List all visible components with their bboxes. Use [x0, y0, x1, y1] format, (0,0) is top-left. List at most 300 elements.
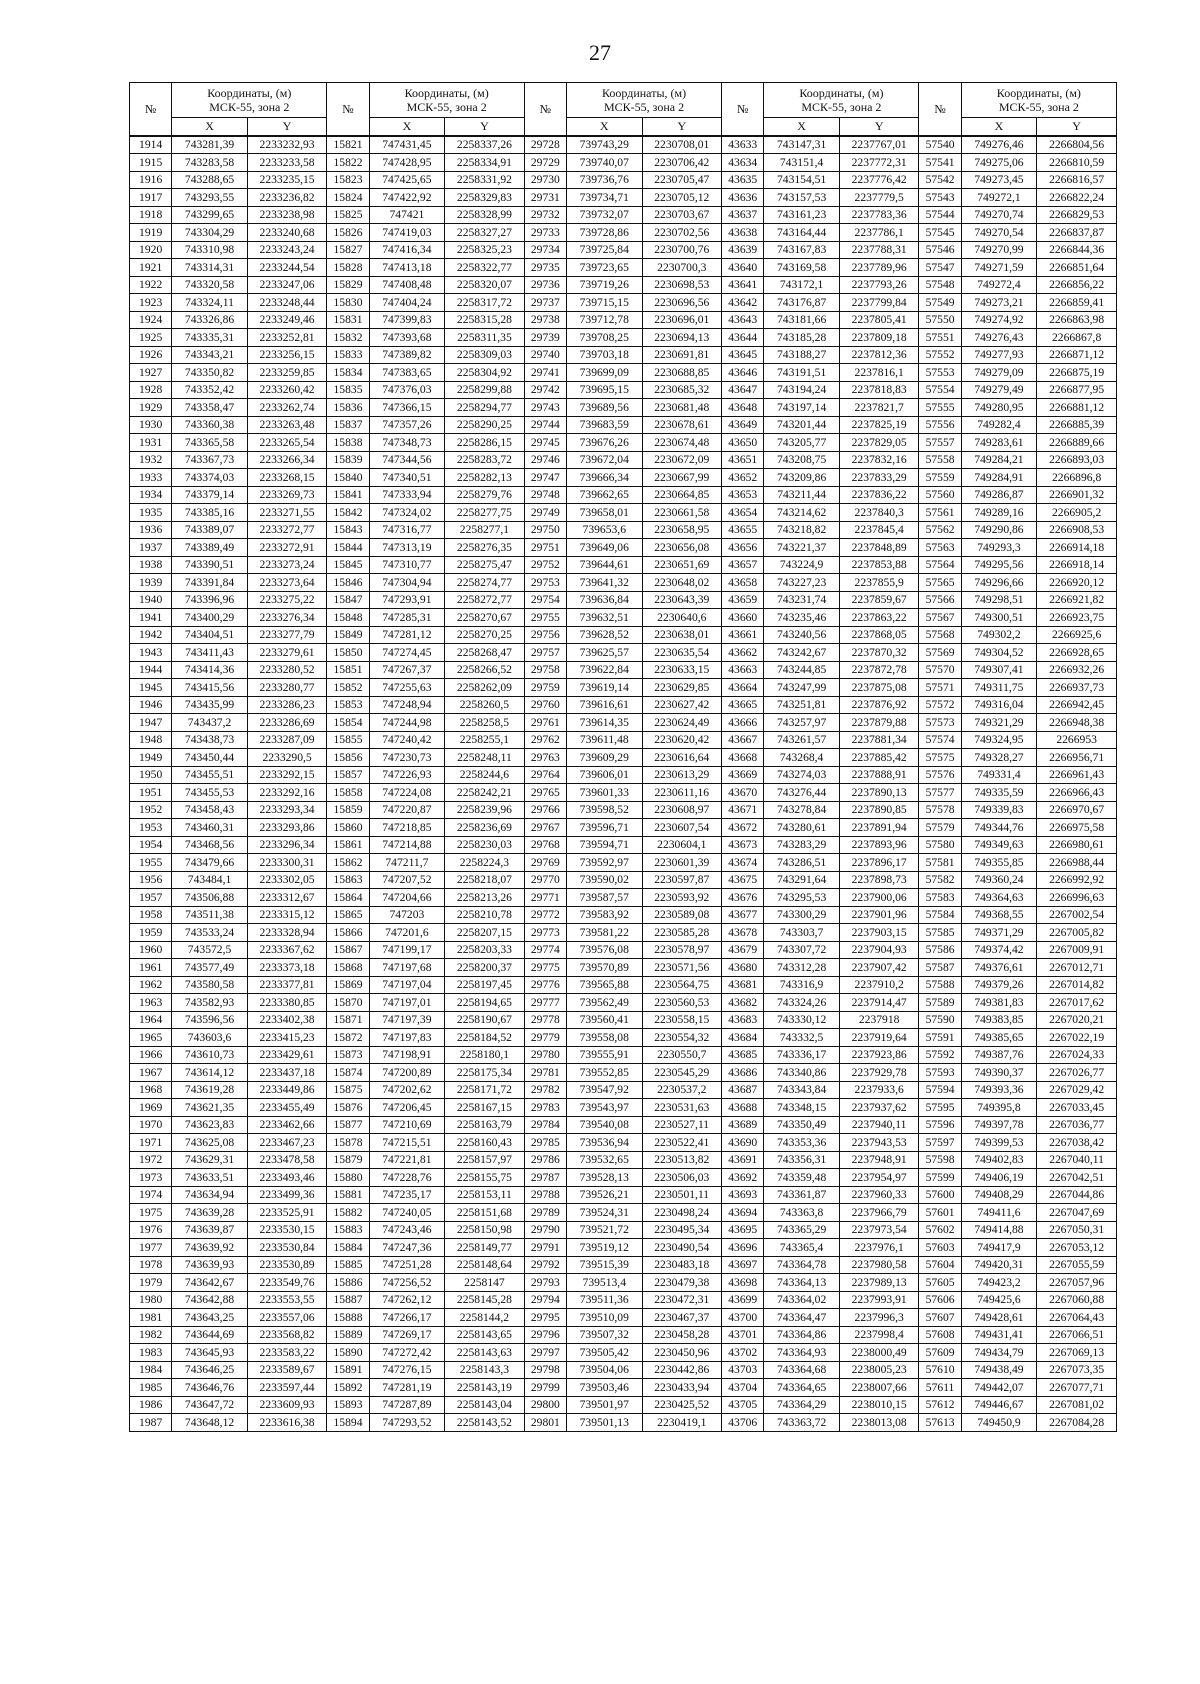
table-row: [130, 661, 1117, 679]
point-number: 29734: [524, 241, 566, 259]
y-value: 2237881,34: [839, 731, 919, 749]
y-value: 2230702,56: [642, 224, 722, 242]
point-number: 15891: [327, 1361, 369, 1379]
y-value: 2267060,88: [1037, 1291, 1117, 1309]
y-value: 2267020,21: [1037, 1011, 1117, 1029]
y-value: 2237896,17: [839, 854, 919, 872]
y-value: 2266877,95: [1037, 381, 1117, 399]
y-value: 2233272,91: [247, 539, 327, 557]
point-number: 1949: [130, 749, 172, 767]
y-value: 2230613,29: [642, 766, 722, 784]
y-value: 2258266,52: [445, 661, 525, 679]
point-number: 15875: [327, 1081, 369, 1099]
point-number: 43686: [722, 1064, 764, 1082]
x-value: 743291,64: [764, 871, 840, 889]
table-row: [130, 416, 1117, 434]
x-value: 739536,94: [567, 1134, 643, 1152]
x-value: 749402,83: [961, 1151, 1037, 1169]
point-number: 57597: [919, 1134, 961, 1152]
point-number: 43687: [722, 1081, 764, 1099]
y-value: 2237870,32: [839, 644, 919, 662]
col-header-y: Y: [445, 118, 525, 136]
point-number: 1915: [130, 154, 172, 172]
y-value: 2266923,75: [1037, 609, 1117, 627]
y-value: 2237929,78: [839, 1064, 919, 1082]
x-value: 743385,16: [172, 504, 248, 522]
y-value: 2237832,16: [839, 451, 919, 469]
point-number: 15867: [327, 941, 369, 959]
point-number: 29786: [524, 1151, 566, 1169]
point-number: 57550: [919, 311, 961, 329]
y-value: 2230624,49: [642, 714, 722, 732]
point-number: 1947: [130, 714, 172, 732]
point-number: 15822: [327, 154, 369, 172]
y-value: 2237910,2: [839, 976, 919, 994]
y-value: 2258325,23: [445, 241, 525, 259]
y-value: 2233462,66: [247, 1116, 327, 1134]
point-number: 1982: [130, 1326, 172, 1344]
y-value: 2258210,78: [445, 906, 525, 924]
y-value: 2258150,98: [445, 1221, 525, 1239]
y-value: 2230425,52: [642, 1396, 722, 1414]
x-value: 749284,91: [961, 469, 1037, 487]
table-row: [130, 1221, 1117, 1239]
point-number: 43636: [722, 189, 764, 207]
x-value: 739526,21: [567, 1186, 643, 1204]
y-value: 2267036,77: [1037, 1116, 1117, 1134]
point-number: 43652: [722, 469, 764, 487]
point-number: 1917: [130, 189, 172, 207]
point-number: 57611: [919, 1379, 961, 1397]
y-value: 2258153,11: [445, 1186, 525, 1204]
col-header-coordinates: [961, 83, 1116, 118]
x-value: 743614,12: [172, 1064, 248, 1082]
table-row: [130, 1186, 1117, 1204]
x-value: 739532,65: [567, 1151, 643, 1169]
x-value: 747348,73: [369, 434, 445, 452]
x-value: 739689,56: [567, 399, 643, 417]
x-value: 743188,27: [764, 346, 840, 364]
y-value: 2258277,75: [445, 504, 525, 522]
x-value: 743404,51: [172, 626, 248, 644]
point-number: 57605: [919, 1274, 961, 1292]
y-value: 2230616,64: [642, 749, 722, 767]
x-value: 743458,43: [172, 801, 248, 819]
table-row: [130, 731, 1117, 749]
y-value: 2233429,61: [247, 1046, 327, 1064]
y-value: 2237812,36: [839, 346, 919, 364]
y-value: 2237840,3: [839, 504, 919, 522]
y-value: 2258197,45: [445, 976, 525, 994]
point-number: 57543: [919, 189, 961, 207]
x-value: 747285,31: [369, 609, 445, 627]
y-value: 2267014,82: [1037, 976, 1117, 994]
y-value: 2258143,65: [445, 1326, 525, 1344]
x-value: 749344,76: [961, 819, 1037, 837]
x-value: 747393,68: [369, 329, 445, 347]
point-number: 57608: [919, 1326, 961, 1344]
y-value: 2258218,07: [445, 871, 525, 889]
point-number: 29752: [524, 556, 566, 574]
point-number: 29750: [524, 521, 566, 539]
point-number: 29740: [524, 346, 566, 364]
x-value: 749385,65: [961, 1029, 1037, 1047]
y-value: 2230483,18: [642, 1256, 722, 1274]
x-value: 739598,52: [567, 801, 643, 819]
point-number: 29790: [524, 1221, 566, 1239]
x-value: 747425,65: [369, 171, 445, 189]
point-number: 57548: [919, 276, 961, 294]
y-value: 2258143,52: [445, 1414, 525, 1432]
col-header-number: №: [327, 83, 369, 136]
point-number: 43680: [722, 959, 764, 977]
point-number: 15852: [327, 679, 369, 697]
y-value: 2233273,64: [247, 574, 327, 592]
x-value: 747220,87: [369, 801, 445, 819]
x-value: 743242,67: [764, 644, 840, 662]
point-number: 29795: [524, 1309, 566, 1327]
point-number: 43675: [722, 871, 764, 889]
y-value: 2258268,47: [445, 644, 525, 662]
x-value: 747198,91: [369, 1046, 445, 1064]
coordinates-system: МСК-55, зона 2: [603, 100, 685, 114]
point-number: 57544: [919, 206, 961, 224]
point-number: 29741: [524, 364, 566, 382]
point-number: 57598: [919, 1151, 961, 1169]
x-value: 739515,39: [567, 1256, 643, 1274]
x-value: 739614,35: [567, 714, 643, 732]
y-value: 2266829,53: [1037, 206, 1117, 224]
point-number: 15864: [327, 889, 369, 907]
x-value: 743414,36: [172, 661, 248, 679]
y-value: 2267009,91: [1037, 941, 1117, 959]
x-value: 749272,1: [961, 189, 1037, 207]
point-number: 15849: [327, 626, 369, 644]
x-value: 749383,85: [961, 1011, 1037, 1029]
x-value: 739560,41: [567, 1011, 643, 1029]
point-number: 57583: [919, 889, 961, 907]
y-value: 2237786,1: [839, 224, 919, 242]
x-value: 739594,71: [567, 836, 643, 854]
point-number: 15868: [327, 959, 369, 977]
x-value: 743221,37: [764, 539, 840, 557]
y-value: 2258282,13: [445, 469, 525, 487]
table-row: [130, 241, 1117, 259]
x-value: 743645,93: [172, 1344, 248, 1362]
y-value: 2237890,13: [839, 784, 919, 802]
x-value: 749304,52: [961, 644, 1037, 662]
y-value: 2267053,12: [1037, 1239, 1117, 1257]
x-value: 743218,82: [764, 521, 840, 539]
y-value: 2258147: [445, 1274, 525, 1292]
y-value: 2267024,33: [1037, 1046, 1117, 1064]
x-value: 747383,65: [369, 364, 445, 382]
x-value: 749279,49: [961, 381, 1037, 399]
y-value: 2230545,29: [642, 1064, 722, 1082]
point-number: 29797: [524, 1344, 566, 1362]
y-value: 2230604,1: [642, 836, 722, 854]
x-value: 739521,72: [567, 1221, 643, 1239]
x-value: 739558,08: [567, 1029, 643, 1047]
y-value: 2266925,6: [1037, 626, 1117, 644]
point-number: 57556: [919, 416, 961, 434]
point-number: 57577: [919, 784, 961, 802]
y-value: 2233238,98: [247, 206, 327, 224]
point-number: 1977: [130, 1239, 172, 1257]
y-value: 2237976,1: [839, 1239, 919, 1257]
x-value: 739736,76: [567, 171, 643, 189]
x-value: 747274,45: [369, 644, 445, 662]
coordinates-title: Координаты, (м): [799, 86, 884, 100]
x-value: 739540,08: [567, 1116, 643, 1134]
point-number: 43645: [722, 346, 764, 364]
table-row: [130, 294, 1117, 312]
table-row: [130, 889, 1117, 907]
point-number: 1958: [130, 906, 172, 924]
point-number: 57590: [919, 1011, 961, 1029]
point-number: 29751: [524, 539, 566, 557]
y-value: 2237789,96: [839, 259, 919, 277]
x-value: 743644,69: [172, 1326, 248, 1344]
y-value: 2230501,11: [642, 1186, 722, 1204]
x-value: 749321,29: [961, 714, 1037, 732]
point-number: 15888: [327, 1309, 369, 1327]
point-number: 43643: [722, 311, 764, 329]
x-value: 739619,14: [567, 679, 643, 697]
x-value: 739719,26: [567, 276, 643, 294]
y-value: 2233277,79: [247, 626, 327, 644]
point-number: 57554: [919, 381, 961, 399]
x-value: 747316,77: [369, 521, 445, 539]
x-value: 747287,89: [369, 1396, 445, 1414]
x-value: 747313,19: [369, 539, 445, 557]
x-value: 747333,94: [369, 486, 445, 504]
x-value: 743619,28: [172, 1081, 248, 1099]
y-value: 2237914,47: [839, 994, 919, 1012]
x-value: 747221,81: [369, 1151, 445, 1169]
y-value: 2266896,8: [1037, 469, 1117, 487]
point-number: 15834: [327, 364, 369, 382]
y-value: 2266988,44: [1037, 854, 1117, 872]
point-number: 43657: [722, 556, 764, 574]
x-value: 743157,53: [764, 189, 840, 207]
point-number: 15880: [327, 1169, 369, 1187]
y-value: 2258279,76: [445, 486, 525, 504]
point-number: 1929: [130, 399, 172, 417]
x-value: 749270,54: [961, 224, 1037, 242]
y-value: 2267077,71: [1037, 1379, 1117, 1397]
table-row: [130, 311, 1117, 329]
point-number: 29755: [524, 609, 566, 627]
x-value: 743348,15: [764, 1099, 840, 1117]
y-value: 2258163,79: [445, 1116, 525, 1134]
point-number: 15874: [327, 1064, 369, 1082]
table-row: [130, 976, 1117, 994]
x-value: 743646,76: [172, 1379, 248, 1397]
x-value: 739570,89: [567, 959, 643, 977]
point-number: 15850: [327, 644, 369, 662]
point-number: 57541: [919, 154, 961, 172]
table-header: [130, 83, 1117, 136]
point-number: 29760: [524, 696, 566, 714]
point-number: 29800: [524, 1396, 566, 1414]
point-number: 57546: [919, 241, 961, 259]
x-value: 743257,97: [764, 714, 840, 732]
point-number: 43705: [722, 1396, 764, 1414]
x-value: 749295,56: [961, 556, 1037, 574]
point-number: 57560: [919, 486, 961, 504]
y-value: 2258276,35: [445, 539, 525, 557]
x-value: 747247,36: [369, 1239, 445, 1257]
y-value: 2266961,43: [1037, 766, 1117, 784]
x-value: 743360,38: [172, 416, 248, 434]
x-value: 739504,06: [567, 1361, 643, 1379]
table-row: [130, 329, 1117, 347]
y-value: 2233296,34: [247, 836, 327, 854]
y-value: 2266937,73: [1037, 679, 1117, 697]
x-value: 749293,3: [961, 539, 1037, 557]
point-number: 1984: [130, 1361, 172, 1379]
point-number: 43702: [722, 1344, 764, 1362]
y-value: 2267066,51: [1037, 1326, 1117, 1344]
y-value: 2267017,62: [1037, 994, 1117, 1012]
y-value: 2230442,86: [642, 1361, 722, 1379]
x-value: 739683,59: [567, 416, 643, 434]
point-number: 57612: [919, 1396, 961, 1414]
x-value: 739676,26: [567, 434, 643, 452]
y-value: 2258272,77: [445, 591, 525, 609]
y-value: 2230585,28: [642, 924, 722, 942]
y-value: 2258171,72: [445, 1081, 525, 1099]
y-value: 2267047,69: [1037, 1204, 1117, 1222]
table-row: [130, 451, 1117, 469]
y-value: 2258290,25: [445, 416, 525, 434]
point-number: 57595: [919, 1099, 961, 1117]
y-value: 2233553,55: [247, 1291, 327, 1309]
x-value: 743324,26: [764, 994, 840, 1012]
point-number: 29774: [524, 941, 566, 959]
x-value: 749279,09: [961, 364, 1037, 382]
point-number: 43694: [722, 1204, 764, 1222]
x-value: 743320,58: [172, 276, 248, 294]
x-value: 749423,2: [961, 1274, 1037, 1292]
y-value: 2238000,49: [839, 1344, 919, 1362]
y-value: 2233302,05: [247, 871, 327, 889]
x-value: 747431,45: [369, 136, 445, 154]
y-value: 2233589,67: [247, 1361, 327, 1379]
y-value: 2237888,91: [839, 766, 919, 784]
y-value: 2267069,13: [1037, 1344, 1117, 1362]
point-number: 57561: [919, 504, 961, 522]
x-value: 739511,36: [567, 1291, 643, 1309]
y-value: 2233478,58: [247, 1151, 327, 1169]
point-number: 1975: [130, 1204, 172, 1222]
x-value: 739662,65: [567, 486, 643, 504]
y-value: 2258151,68: [445, 1204, 525, 1222]
point-number: 43701: [722, 1326, 764, 1344]
point-number: 29770: [524, 871, 566, 889]
point-number: 29776: [524, 976, 566, 994]
x-value: 743211,44: [764, 486, 840, 504]
x-value: 739510,09: [567, 1309, 643, 1327]
table-row: [130, 1396, 1117, 1414]
x-value: 749434,79: [961, 1344, 1037, 1362]
point-number: 15863: [327, 871, 369, 889]
table-row: [130, 434, 1117, 452]
point-number: 43700: [722, 1309, 764, 1327]
y-value: 2266889,66: [1037, 434, 1117, 452]
x-value: 749273,21: [961, 294, 1037, 312]
point-number: 1956: [130, 871, 172, 889]
x-value: 743572,5: [172, 941, 248, 959]
y-value: 2230700,76: [642, 241, 722, 259]
table-row: [130, 1064, 1117, 1082]
y-value: 2230700,3: [642, 259, 722, 277]
col-header-coordinates: [172, 83, 327, 118]
x-value: 747416,34: [369, 241, 445, 259]
y-value: 2233373,18: [247, 959, 327, 977]
y-value: 2230685,32: [642, 381, 722, 399]
x-value: 747228,76: [369, 1169, 445, 1187]
y-value: 2237900,06: [839, 889, 919, 907]
x-value: 747340,51: [369, 469, 445, 487]
point-number: 15882: [327, 1204, 369, 1222]
table-row: [130, 171, 1117, 189]
y-value: 2230661,58: [642, 504, 722, 522]
x-value: 743455,51: [172, 766, 248, 784]
x-value: 743304,29: [172, 224, 248, 242]
x-value: 743364,29: [764, 1396, 840, 1414]
point-number: 57606: [919, 1291, 961, 1309]
x-value: 747240,05: [369, 1204, 445, 1222]
point-number: 43641: [722, 276, 764, 294]
x-value: 749425,6: [961, 1291, 1037, 1309]
x-value: 739644,61: [567, 556, 643, 574]
x-value: 739583,92: [567, 906, 643, 924]
x-value: 743324,11: [172, 294, 248, 312]
point-number: 43683: [722, 1011, 764, 1029]
y-value: 2258236,69: [445, 819, 525, 837]
point-number: 15862: [327, 854, 369, 872]
y-value: 2258207,15: [445, 924, 525, 942]
y-value: 2237863,22: [839, 609, 919, 627]
point-number: 1923: [130, 294, 172, 312]
y-value: 2258148,64: [445, 1256, 525, 1274]
y-value: 2258322,77: [445, 259, 525, 277]
x-value: 739699,09: [567, 364, 643, 382]
x-value: 743330,12: [764, 1011, 840, 1029]
x-value: 749289,16: [961, 504, 1037, 522]
y-value: 2258144,2: [445, 1309, 525, 1327]
y-value: 2266867,8: [1037, 329, 1117, 347]
x-value: 739740,07: [567, 154, 643, 172]
table-row: [130, 644, 1117, 662]
point-number: 1965: [130, 1029, 172, 1047]
y-value: 2266956,71: [1037, 749, 1117, 767]
x-value: 743639,87: [172, 1221, 248, 1239]
x-value: 743374,03: [172, 469, 248, 487]
table-row: [130, 259, 1117, 277]
y-value: 2233236,82: [247, 189, 327, 207]
y-value: 2258255,1: [445, 731, 525, 749]
point-number: 43665: [722, 696, 764, 714]
y-value: 2233248,44: [247, 294, 327, 312]
point-number: 1936: [130, 521, 172, 539]
y-value: 2237996,3: [839, 1309, 919, 1327]
point-number: 1937: [130, 539, 172, 557]
point-number: 1973: [130, 1169, 172, 1187]
x-value: 739666,34: [567, 469, 643, 487]
